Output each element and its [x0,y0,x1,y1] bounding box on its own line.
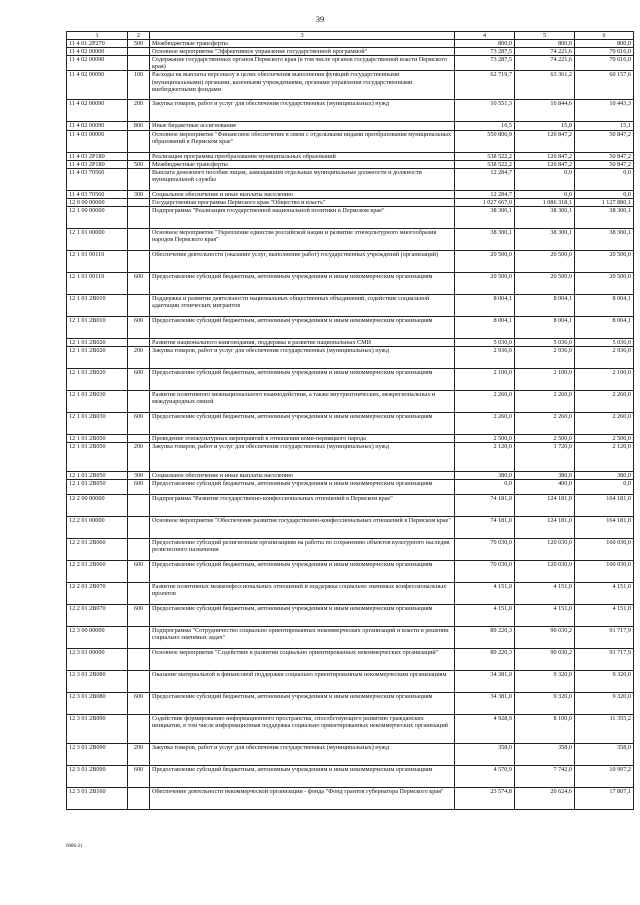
table-row [67,627,634,649]
cell-amount-year1: 0,0 [455,480,515,495]
cell-amount-year3: 70 616,0 [575,48,634,56]
table-row [67,206,634,228]
cell-code: 12 2 01 2В060 [67,539,128,561]
cell-amount-year3: 380,0 [575,472,634,480]
cell-amount-year3: 0,0 [575,480,634,495]
cell-expense-type: 600 [128,413,150,435]
cell-expense-type [128,517,150,539]
cell-amount-year3: 50 847,2 [575,152,634,160]
cell-code: 12 1 01 2В050 [67,480,128,495]
cell-amount-year2: 5 036,0 [515,338,575,346]
cell-amount-year1: 4 151,0 [455,583,515,605]
cell-name: Предоставление субсидий бюджетным, автономным учреждениям и иным некоммерческим организациям [150,693,455,715]
cell-amount-year1: 2 936,0 [455,347,515,369]
cell-expense-type [128,130,150,152]
cell-code: 12 1 01 00110 [67,250,128,272]
cell-code: 11 4 03 00000 [67,130,128,152]
cell-amount-year3: 164 181,0 [575,517,634,539]
cell-amount-year1: 73 287,5 [455,48,515,56]
table-row [67,190,634,198]
cell-amount-year2: 1 086 318,1 [515,198,575,206]
cell-amount-year3: 50 847,2 [575,130,634,152]
table-row [67,443,634,472]
cell-code: 12 1 01 00000 [67,228,128,250]
cell-code: 11 4 02 00090 [67,56,128,71]
cell-code: 12 1 00 00000 [67,206,128,228]
cell-expense-type [128,198,150,206]
cell-code: 11 4 02 00090 [67,71,128,100]
cell-amount-year3: 4 151,0 [575,605,634,627]
cell-expense-type: 500 [128,40,150,48]
cell-name: Государственная программа Пермского края "Общество и власть" [150,198,455,206]
cell-name: Проведение этнокультурных мероприятий в отношении коми-пермяцкого народа [150,435,455,443]
cell-amount-year2: 1 720,0 [515,443,575,472]
cell-name: Обеспечение деятельности (оказание услуг, выполнение работ) государственных учреждений (организаций) [150,250,455,272]
cell-name: Подпрограмма "Сотрудничество социально ориентированных некоммерческих организаций и власти в решении социально значимых задач" [150,627,455,649]
cell-expense-type [128,583,150,605]
cell-amount-year1: 4 151,0 [455,605,515,627]
cell-name: Реализация программы преобразования муниципальных образований [150,152,455,160]
cell-amount-year1: 10 551,3 [455,100,515,122]
cell-name: Расходы на выплаты персоналу в целях обеспечения выполнения функций государственными (муниципальными) органами, казенными учреждениями, органами управления государственными внебюджетными фондами [150,71,455,100]
cell-expense-type [128,48,150,56]
cell-amount-year3: 358,0 [575,744,634,766]
cell-name: Основное мероприятие "Содействие в развитии социально ориентированных некоммерческих организаций" [150,649,455,671]
cell-code: 12 1 01 2В010 [67,316,128,338]
cell-expense-type: 600 [128,369,150,391]
cell-amount-year3: 5 036,0 [575,338,634,346]
cell-amount-year1: 74 181,0 [455,495,515,517]
table-row [67,413,634,435]
table-row [67,100,634,122]
cell-amount-year1: 8 004,1 [455,316,515,338]
table-row [67,40,634,48]
cell-amount-year3: 800,0 [575,40,634,48]
cell-amount-year2: 4 151,0 [515,605,575,627]
header-cell-code: 1 [67,32,128,40]
table-row [67,671,634,693]
cell-amount-year1: 20 500,0 [455,272,515,294]
cell-code: 11 4 02 00000 [67,48,128,56]
cell-expense-type [128,671,150,693]
cell-name: Содействие формированию информационного пространства, способствующего развитию гражданских инициатив, в том числе информационная поддержка социально ориентированных некоммерческих организаций [150,715,455,744]
cell-name: Предоставление субсидий бюджетным, автономным учреждениям и иным некоммерческим организациям [150,605,455,627]
budget-table [66,31,634,810]
cell-amount-year2: 2 100,0 [515,369,575,391]
cell-expense-type [128,539,150,561]
cell-amount-year2: 0,0 [515,168,575,190]
cell-name: Предоставление субсидий бюджетным, автономным учреждениям и иным некоммерческим организациям [150,561,455,583]
cell-expense-type: 600 [128,316,150,338]
cell-amount-year1: 12 284,7 [455,190,515,198]
cell-amount-year3: 2 260,0 [575,413,634,435]
table-row [67,605,634,627]
cell-code: 12 1 01 00110 [67,272,128,294]
table-row [67,347,634,369]
cell-name: Иные бюджетные ассигнования [150,122,455,130]
cell-amount-year3: 91 717,9 [575,649,634,671]
cell-code: 11 4 03 2P180 [67,152,128,160]
cell-name: Основное мероприятие "Финансовое обеспечение в связи с отдельными видами преобразования муниципальных образований в Пермском крае" [150,130,455,152]
table-row [67,152,634,160]
table-row [67,130,634,152]
cell-amount-year1: 70 030,0 [455,561,515,583]
cell-amount-year3: 70 616,0 [575,56,634,71]
cell-amount-year1: 38 300,1 [455,228,515,250]
cell-code: 12 3 01 2В090 [67,744,128,766]
table-row [67,48,634,56]
cell-amount-year1: 20 500,0 [455,250,515,272]
cell-amount-year1: 2 260,0 [455,413,515,435]
cell-amount-year1: 550 806,9 [455,130,515,152]
cell-amount-year3: 17 807,1 [575,788,634,810]
cell-amount-year3: 15,1 [575,122,634,130]
cell-code: 12 3 01 2В090 [67,715,128,744]
cell-amount-year2: 120 847,2 [515,152,575,160]
cell-amount-year3: 2 120,0 [575,443,634,472]
cell-amount-year3: 20 500,0 [575,250,634,272]
header-cell-year2: 5 [515,32,575,40]
cell-expense-type: 600 [128,272,150,294]
cell-amount-year3: 1 127 880,1 [575,198,634,206]
cell-amount-year3: 91 717,9 [575,627,634,649]
cell-expense-type: 600 [128,605,150,627]
cell-expense-type [128,152,150,160]
cell-name: Закупка товаров, работ и услуг для обеспечения государственных (муниципальных) нужд [150,347,455,369]
cell-expense-type [128,715,150,744]
header-cell-year3: 6 [575,32,634,40]
cell-name: Предоставление субсидий бюджетным, автономным учреждениям и иным некоммерческим организациям [150,272,455,294]
cell-amount-year1: 2 120,0 [455,443,515,472]
cell-name: Поддержка и развитие деятельности национальных общественных объединений, содействие социальной адаптации этнических мигрантов [150,294,455,316]
cell-name: Межбюджетные трансферты [150,160,455,168]
table-row [67,71,634,100]
cell-amount-year3: 60 157,6 [575,71,634,100]
cell-code: 11 4 02 00090 [67,100,128,122]
cell-code: 12 1 01 2В030 [67,391,128,413]
cell-expense-type [128,294,150,316]
cell-code: 12 2 01 2В060 [67,561,128,583]
cell-amount-year2: 74 221,6 [515,48,575,56]
cell-amount-year3: 20 500,0 [575,272,634,294]
table-row [67,495,634,517]
cell-amount-year2: 0,0 [515,190,575,198]
table-row [67,391,634,413]
cell-code: 12 1 01 2В050 [67,443,128,472]
cell-amount-year2: 120 030,0 [515,561,575,583]
cell-expense-type [128,338,150,346]
cell-amount-year3: 9 320,0 [575,693,634,715]
cell-name: Закупка товаров, работ и услуг для обеспечения государственных (муниципальных) нужд [150,100,455,122]
cell-code: 12 1 01 2В050 [67,435,128,443]
cell-name: Предоставление субсидий бюджетным, автономным учреждениям и иным некоммерческим организациям [150,413,455,435]
cell-amount-year3: 10 997,2 [575,766,634,788]
cell-code: 12 3 00 00000 [67,627,128,649]
cell-amount-year2: 124 181,0 [515,517,575,539]
cell-amount-year1: 34 381,0 [455,693,515,715]
cell-amount-year2: 2 500,0 [515,435,575,443]
cell-name: Предоставление субсидий бюджетным, автономным учреждениям и иным некоммерческим организациям [150,766,455,788]
cell-amount-year1: 12 284,7 [455,168,515,190]
cell-amount-year2: 8 004,1 [515,316,575,338]
table-row [67,517,634,539]
table-row [67,583,634,605]
cell-expense-type [128,206,150,228]
cell-amount-year2: 9 320,0 [515,671,575,693]
cell-amount-year1: 8 004,1 [455,294,515,316]
cell-amount-year2: 2 260,0 [515,391,575,413]
cell-name: Выплата денежного пособия лицам, замещавшим отдельные муниципальные должности и должности муниципальной службы [150,168,455,190]
cell-name: Основное мероприятие "Эффективное управление государственной программой" [150,48,455,56]
cell-amount-year2: 74 221,6 [515,56,575,71]
cell-amount-year3: 50 847,2 [575,160,634,168]
table-row [67,294,634,316]
cell-amount-year3: 4 151,0 [575,583,634,605]
cell-code: 12 2 01 2В070 [67,605,128,627]
cell-amount-year1: 89 220,3 [455,627,515,649]
cell-code: 11 4 02 00090 [67,122,128,130]
cell-amount-year3: 164 181,0 [575,495,634,517]
cell-code: 11 4 03 2P180 [67,160,128,168]
table-row [67,539,634,561]
table-row [67,480,634,495]
cell-code: 12 1 01 2В020 [67,369,128,391]
table-row [67,649,634,671]
table-row [67,744,634,766]
table-row [67,561,634,583]
cell-name: Основное мероприятие "Укрепление единства российской нации и развитие этнокультурного многообразия народов Пермского края" [150,228,455,250]
cell-amount-year2: 20 500,0 [515,272,575,294]
header-cell-type: 2 [128,32,150,40]
cell-amount-year2: 7 742,0 [515,766,575,788]
cell-code: 12 3 01 2В090 [67,766,128,788]
cell-amount-year1: 70 030,0 [455,539,515,561]
cell-amount-year2: 90 030,2 [515,627,575,649]
table-row [67,435,634,443]
header-cell-name: 3 [150,32,455,40]
cell-amount-year1: 358,0 [455,744,515,766]
cell-amount-year2: 120 847,2 [515,160,575,168]
cell-expense-type [128,250,150,272]
table-row [67,338,634,346]
cell-amount-year3: 2 100,0 [575,369,634,391]
cell-amount-year1: 62 719,7 [455,71,515,100]
cell-name: Оказание материальной и финансовой поддержки социально ориентированным некоммерческим организациям [150,671,455,693]
cell-amount-year3: 11 355,2 [575,715,634,744]
cell-expense-type: 600 [128,693,150,715]
cell-amount-year1: 1 027 667,0 [455,198,515,206]
cell-amount-year3: 2 260,0 [575,391,634,413]
cell-code: 11 4 03 70560 [67,190,128,198]
cell-amount-year2: 38 300,1 [515,206,575,228]
cell-amount-year3: 38 300,1 [575,206,634,228]
cell-amount-year3: 8 004,1 [575,294,634,316]
cell-expense-type: 600 [128,766,150,788]
cell-amount-year2: 20 624,6 [515,788,575,810]
cell-expense-type [128,228,150,250]
cell-code: 12 1 01 2В030 [67,413,128,435]
table-row [67,693,634,715]
footer-code: 6086-21 [66,844,83,849]
cell-amount-year3: 160 030,0 [575,561,634,583]
cell-expense-type: 200 [128,347,150,369]
cell-amount-year1: 74 181,0 [455,517,515,539]
cell-name: Развитие национального книгоиздания, поддержка и развитие национальных СМИ [150,338,455,346]
cell-amount-year2: 8 100,0 [515,715,575,744]
table-row [67,228,634,250]
cell-name: Социальное обеспечение и иные выплаты населению [150,190,455,198]
cell-code: 12 3 01 2В080 [67,671,128,693]
cell-amount-year2: 120 030,0 [515,539,575,561]
cell-code: 12 1 01 2В050 [67,472,128,480]
cell-name: Предоставление субсидий бюджетным, автономным учреждениям и иным некоммерческим организациям [150,316,455,338]
table-row [67,788,634,810]
cell-code: 12 0 00 00000 [67,198,128,206]
cell-amount-year2: 358,0 [515,744,575,766]
cell-code: 12 3 01 2В080 [67,693,128,715]
cell-amount-year1: 800,0 [455,40,515,48]
cell-amount-year3: 9 320,0 [575,671,634,693]
cell-amount-year2: 10 844,6 [515,100,575,122]
cell-code: 11 4 03 70560 [67,168,128,190]
cell-amount-year1: 16,5 [455,122,515,130]
cell-name: Межбюджетные трансферты [150,40,455,48]
cell-code: 12 2 01 00000 [67,517,128,539]
cell-name: Социальное обеспечение и иные выплаты населению [150,472,455,480]
cell-expense-type: 600 [128,480,150,495]
cell-amount-year1: 380,0 [455,472,515,480]
cell-amount-year2: 90 030,2 [515,649,575,671]
table-row [67,198,634,206]
cell-amount-year2: 38 300,1 [515,228,575,250]
cell-name: Развитие позитивного межнационального взаимодействия, а также внутриэтнических, межрегиональных и международных связей [150,391,455,413]
cell-amount-year1: 23 574,8 [455,788,515,810]
cell-name: Предоставление субсидий бюджетным, автономным учреждениям и иным некоммерческим организациям [150,369,455,391]
cell-amount-year2: 8 004,1 [515,294,575,316]
cell-amount-year2: 400,0 [515,480,575,495]
table-row [67,168,634,190]
cell-expense-type: 200 [128,100,150,122]
cell-name: Содержание государственных органов Пермского края (в том числе органов государственной власти Пермского края) [150,56,455,71]
cell-name: Предоставление субсидий религиозным организациям на работы по сохранению объектов культурного наследия религиозного назначения [150,539,455,561]
cell-name: Подпрограмма "Развитие государственно-конфессиональных отношений в Пермском крае" [150,495,455,517]
cell-amount-year2: 4 151,0 [515,583,575,605]
cell-expense-type [128,168,150,190]
cell-code: 12 1 01 2В010 [67,294,128,316]
cell-expense-type: 800 [128,122,150,130]
cell-expense-type [128,495,150,517]
cell-amount-year1: 4 928,9 [455,715,515,744]
cell-expense-type: 500 [128,160,150,168]
cell-name: Предоставление субсидий бюджетным, автономным учреждениям и иным некоммерческим организациям [150,480,455,495]
cell-amount-year2: 2 260,0 [515,413,575,435]
cell-amount-year1: 4 570,9 [455,766,515,788]
table-row [67,316,634,338]
cell-amount-year1: 89 220,3 [455,649,515,671]
cell-expense-type: 200 [128,744,150,766]
cell-expense-type: 300 [128,190,150,198]
cell-amount-year1: 2 100,0 [455,369,515,391]
cell-name: Подпрограмма "Реализация государственной национальной политики в Пермском крае" [150,206,455,228]
cell-amount-year2: 15,8 [515,122,575,130]
cell-amount-year1: 538 522,2 [455,160,515,168]
cell-code: 12 2 01 2В070 [67,583,128,605]
cell-amount-year1: 34 381,0 [455,671,515,693]
cell-amount-year2: 124 181,0 [515,495,575,517]
cell-name: Закупка товаров, работ и услуг для обеспечения государственных (муниципальных) нужд [150,443,455,472]
cell-amount-year1: 2 260,0 [455,391,515,413]
cell-code: 12 3 01 2В160 [67,788,128,810]
cell-amount-year1: 2 500,0 [455,435,515,443]
cell-expense-type [128,649,150,671]
cell-expense-type [128,627,150,649]
cell-amount-year3: 160 030,0 [575,539,634,561]
cell-name: Развитие позитивных межконфессиональных отношений и поддержка социально значимых конфессиональных проектов [150,583,455,605]
table-row [67,766,634,788]
cell-amount-year2: 63 361,2 [515,71,575,100]
cell-amount-year3: 2 936,0 [575,347,634,369]
cell-code: 12 2 00 00000 [67,495,128,517]
cell-expense-type: 300 [128,472,150,480]
cell-expense-type: 200 [128,443,150,472]
cell-amount-year2: 380,0 [515,472,575,480]
page-number: 39 [315,14,325,24]
cell-amount-year1: 5 036,0 [455,338,515,346]
cell-expense-type [128,788,150,810]
table-row [67,160,634,168]
cell-name: Основное мероприятие "Обеспечение развития государственно-конфессиональных отношений в Пермском крае" [150,517,455,539]
table-header-row [67,32,634,40]
table-row [67,250,634,272]
cell-expense-type: 100 [128,71,150,100]
cell-amount-year2: 800,0 [515,40,575,48]
cell-amount-year3: 38 300,1 [575,228,634,250]
cell-expense-type [128,435,150,443]
cell-amount-year3: 10 443,3 [575,100,634,122]
cell-amount-year3: 8 004,1 [575,316,634,338]
table-row [67,56,634,71]
table-row [67,715,634,744]
table-row [67,369,634,391]
cell-name: Обеспечение деятельности некоммерческой организации - фонда "Фонд грантов губернатора Пермского края" [150,788,455,810]
table-row [67,122,634,130]
table-row [67,472,634,480]
header-cell-year1: 4 [455,32,515,40]
cell-amount-year2: 20 500,0 [515,250,575,272]
cell-amount-year2: 120 847,2 [515,130,575,152]
cell-amount-year3: 0,0 [575,168,634,190]
cell-code: 12 1 01 2В020 [67,338,128,346]
cell-name: Закупка товаров, работ и услуг для обеспечения государственных (муниципальных) нужд [150,744,455,766]
cell-amount-year2: 2 936,0 [515,347,575,369]
cell-amount-year1: 38 300,1 [455,206,515,228]
cell-amount-year1: 73 287,5 [455,56,515,71]
cell-code: 11 4 01 2P270 [67,40,128,48]
cell-amount-year2: 9 320,0 [515,693,575,715]
cell-amount-year1: 538 522,2 [455,152,515,160]
cell-amount-year3: 0,0 [575,190,634,198]
cell-amount-year3: 2 500,0 [575,435,634,443]
cell-code: 12 1 01 2В020 [67,347,128,369]
cell-expense-type [128,391,150,413]
cell-expense-type [128,56,150,71]
cell-expense-type: 600 [128,561,150,583]
table-row [67,272,634,294]
cell-code: 12 3 01 00000 [67,649,128,671]
